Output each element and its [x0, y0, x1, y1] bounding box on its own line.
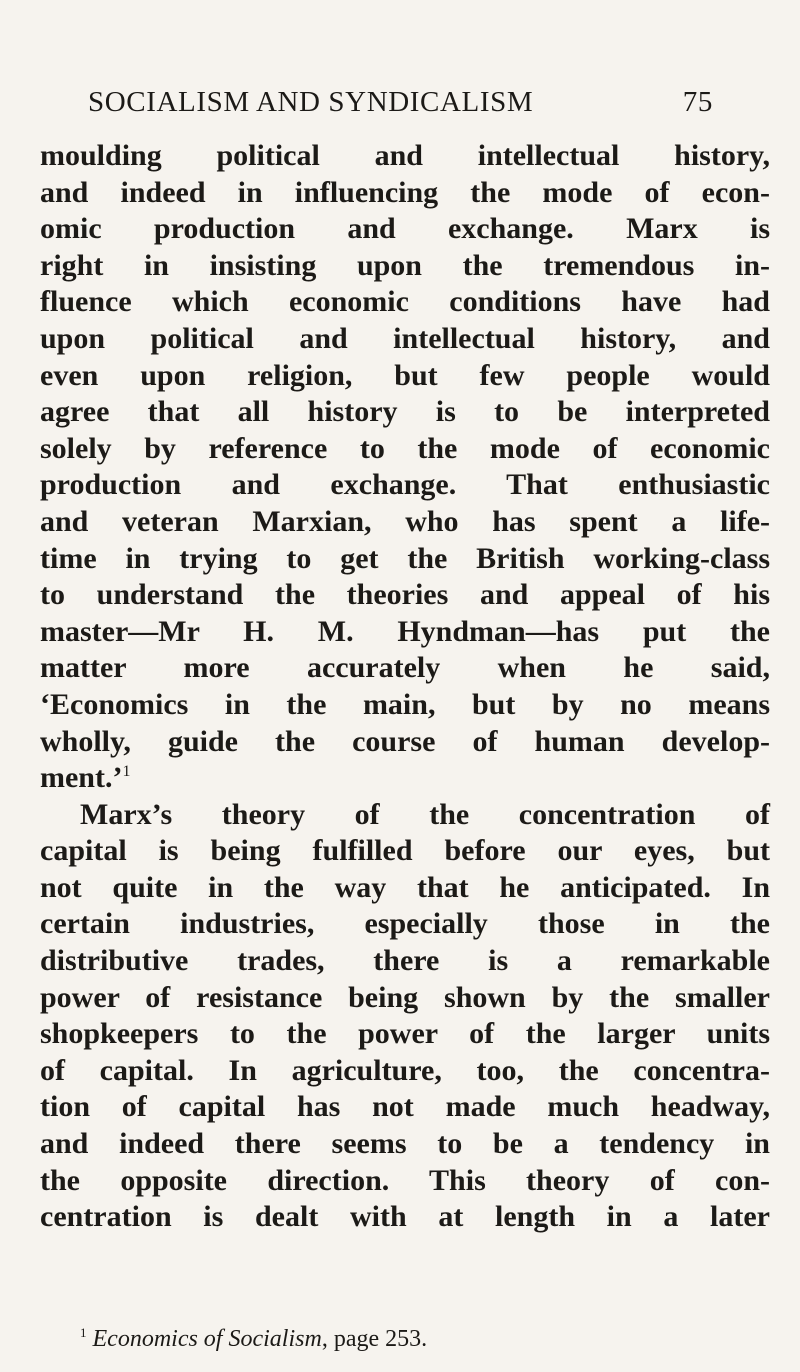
footnote	[80, 1326, 770, 1353]
text-line: even upon religion, but few people would	[40, 358, 770, 392]
text-line: and veteran Marxian, who has spent a life-	[40, 504, 770, 538]
text-line: time in trying to get the British working-class	[40, 541, 770, 575]
text-line-content: ment.’	[40, 761, 123, 795]
text-line: to understand the theories and appeal of his	[40, 578, 770, 612]
text-line: right in insisting upon the tremendous in-	[40, 248, 770, 282]
text-line	[40, 760, 770, 797]
text-line: capital is being fulfilled before our eyes, but	[40, 834, 770, 868]
text-line: Marx’s theory of the concentration of	[80, 797, 770, 831]
text-line: fluence which economic conditions have had	[40, 285, 770, 319]
footnote-number: 1	[80, 1325, 87, 1340]
text-line: of capital. In agriculture, too, the concentra-	[40, 1053, 770, 1087]
text-line: master—Mr H. M. Hyndman—has put the	[40, 614, 770, 648]
text-line: moulding political and intellectual history,	[40, 139, 770, 172]
footnote-title: Economics of Socialism	[92, 1326, 322, 1352]
text-line: not quite in the way that he anticipated. In	[40, 870, 770, 904]
text-line: production and exchange. That enthusiastic	[40, 468, 770, 502]
text-line: and indeed there seems to be a tendency in	[40, 1127, 770, 1161]
text-line: matter more accurately when he said,	[40, 651, 770, 685]
text-line: and indeed in influencing the mode of econ-	[40, 175, 770, 209]
body-text	[40, 138, 770, 1236]
text-line: the opposite direction. This theory of con-	[40, 1163, 770, 1197]
footnote-marker: 1	[122, 763, 131, 781]
running-title: SOCIALISM AND SYNDICALISM	[88, 86, 534, 118]
text-line: distributive trades, there is a remarkable	[40, 944, 770, 978]
running-head	[88, 86, 713, 126]
footnote-rest: , page 253.	[321, 1326, 428, 1352]
text-line: wholly, guide the course of human develop-	[40, 724, 770, 758]
text-line: upon political and intellectual history, and	[40, 321, 770, 355]
text-line: shopkeepers to the power of the larger units	[40, 1017, 770, 1051]
page-number: 75	[682, 86, 713, 118]
text-line: centration is dealt with at length in a later	[40, 1200, 770, 1234]
text-line: certain industries, especially those in the	[40, 907, 770, 941]
text-line: agree that all history is to be interpreted	[40, 395, 770, 429]
text-line: omic production and exchange. Marx is	[40, 212, 770, 246]
text-line: solely by reference to the mode of economic	[40, 431, 770, 465]
text-line: tion of capital has not made much headway,	[40, 1090, 770, 1124]
text-line: power of resistance being shown by the smaller	[40, 980, 770, 1014]
text-line: ‘Economics in the main, but by no means	[40, 687, 770, 721]
